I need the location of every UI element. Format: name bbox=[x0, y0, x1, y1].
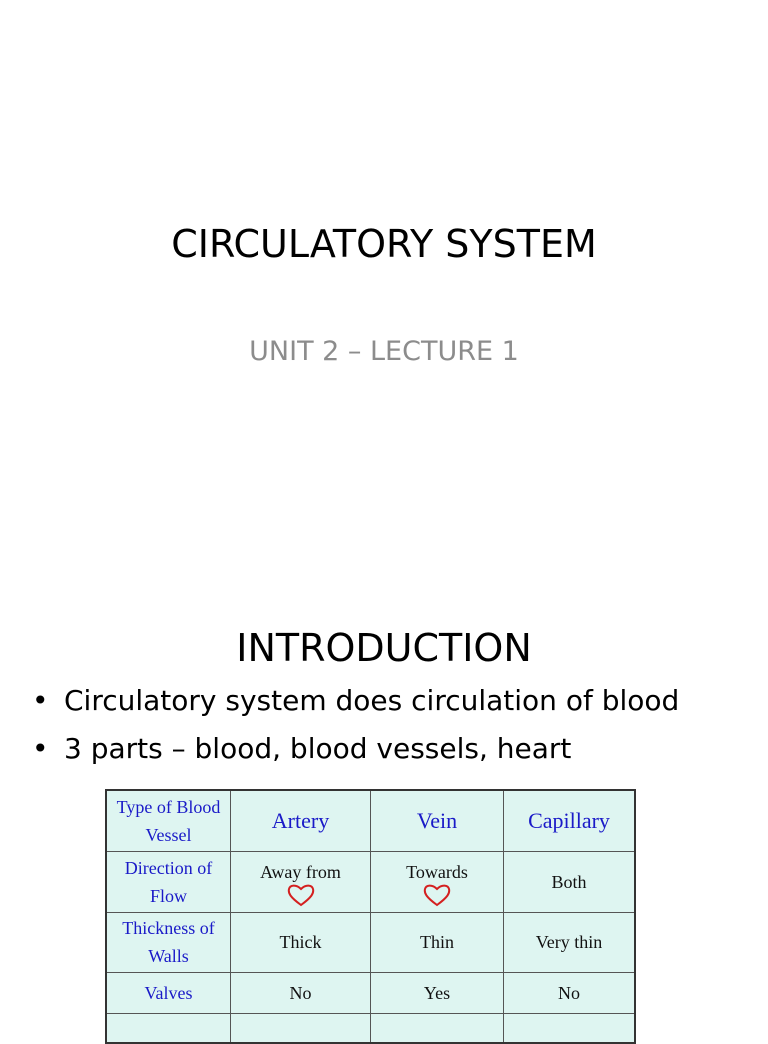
table-cell: Thick bbox=[231, 912, 371, 972]
table-header-row bbox=[106, 790, 635, 851]
table-row bbox=[106, 972, 635, 1013]
cell-text: Towards bbox=[406, 861, 468, 882]
row-label: Thickness of Walls bbox=[106, 912, 231, 972]
table-cell bbox=[371, 851, 504, 912]
row-label: Direction of Flow bbox=[106, 851, 231, 912]
table-cell: Very thin bbox=[504, 912, 636, 972]
table-cell: No bbox=[231, 972, 371, 1013]
bullet-text: Circulatory system does circulation of blood bbox=[64, 684, 680, 717]
table-cell bbox=[504, 1013, 636, 1043]
table-cell: Yes bbox=[371, 972, 504, 1013]
header-cell: Vein bbox=[371, 790, 504, 851]
bullet-item: • 3 parts – blood, blood vessels, heart bbox=[32, 732, 572, 765]
table-row bbox=[106, 912, 635, 972]
header-cell: Type of Blood Vessel bbox=[106, 790, 231, 851]
table-cell bbox=[106, 1013, 231, 1043]
table-row bbox=[106, 851, 635, 912]
table-row bbox=[106, 1013, 635, 1043]
table-cell bbox=[231, 1013, 371, 1043]
blood-vessel-table bbox=[105, 789, 636, 1044]
table-cell bbox=[231, 851, 371, 912]
header-cell: Capillary bbox=[504, 790, 636, 851]
heart-icon bbox=[422, 883, 452, 907]
bullet-item: • Circulatory system does circulation of blood bbox=[32, 684, 680, 717]
cell-text: Away from bbox=[260, 861, 341, 882]
intro-title: INTRODUCTION bbox=[236, 626, 532, 670]
table-cell bbox=[371, 1013, 504, 1043]
bullet-text: 3 parts – blood, blood vessels, heart bbox=[64, 732, 572, 765]
header-cell: Artery bbox=[231, 790, 371, 851]
row-label: Valves bbox=[106, 972, 231, 1013]
heart-icon bbox=[286, 883, 316, 907]
table-cell: Thin bbox=[371, 912, 504, 972]
table-cell: No bbox=[504, 972, 636, 1013]
slide-title: CIRCULATORY SYSTEM bbox=[171, 222, 597, 266]
table-cell: Both bbox=[504, 851, 636, 912]
slide-subtitle: UNIT 2 – LECTURE 1 bbox=[249, 336, 519, 367]
